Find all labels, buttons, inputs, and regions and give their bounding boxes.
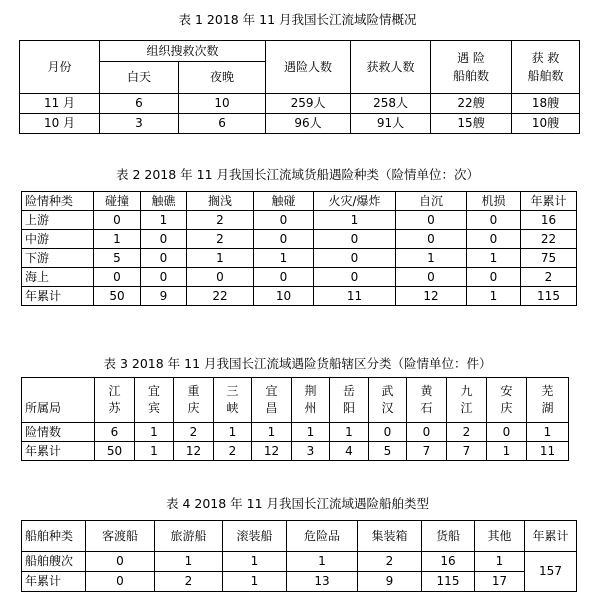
table-cell: 11 xyxy=(527,442,569,461)
header-cell: 危险品 xyxy=(287,521,358,552)
table-row xyxy=(22,268,577,287)
table-cell: 0 xyxy=(141,230,187,249)
table-cell: 11 xyxy=(314,287,396,306)
region-header: 宜 昌 xyxy=(252,378,292,423)
table-row xyxy=(20,94,580,114)
table-cell: 1 xyxy=(467,249,521,268)
row-label: 上游 xyxy=(22,211,94,230)
table-cell: 1 xyxy=(135,423,174,442)
table1 xyxy=(19,40,580,134)
table-cell: 1 xyxy=(254,249,314,268)
table-cell: 1 xyxy=(141,211,187,230)
header-cell: 船舶种类 xyxy=(22,521,86,552)
table-cell: 18艘 xyxy=(512,94,580,114)
table-cell: 1 xyxy=(223,572,287,592)
header-people-in-danger: 遇险人数 xyxy=(266,41,351,94)
header-search-count: 组织搜救次数 xyxy=(100,41,266,62)
table-header-row xyxy=(22,192,577,211)
table-cell: 1 xyxy=(314,211,396,230)
table-cell: 22 xyxy=(187,287,254,306)
table-cell: 0 xyxy=(94,211,141,230)
table-cell: 2 xyxy=(214,442,252,461)
header-cell: 搁浅 xyxy=(187,192,254,211)
table-cell: 0 xyxy=(254,211,314,230)
table-cell: 11 月 xyxy=(20,94,100,114)
table1-caption: 表 1 2018 年 11 月我国长江流域险情概况 xyxy=(178,12,417,27)
header-cell: 年累计 xyxy=(525,521,577,552)
header-cell: 年累计 xyxy=(521,192,577,211)
region-header: 九 江 xyxy=(447,378,487,423)
header-cell: 触碰 xyxy=(254,192,314,211)
header-cell: 旅游船 xyxy=(155,521,223,552)
table-cell: 75 xyxy=(521,249,577,268)
table-cell: 50 xyxy=(95,442,135,461)
table-row xyxy=(22,423,569,442)
region-header: 武 汉 xyxy=(369,378,407,423)
table-cell: 3 xyxy=(292,442,330,461)
row-label: 年累计 xyxy=(22,572,86,592)
table-cell: 3 xyxy=(100,114,179,134)
table-cell: 0 xyxy=(86,572,155,592)
region-header: 荆 州 xyxy=(292,378,330,423)
table-cell: 1 xyxy=(155,552,223,572)
header-ships-rescued: 获 救 船舶数 xyxy=(512,41,580,94)
table-cell: 0 xyxy=(254,268,314,287)
table-cell: 4 xyxy=(330,442,369,461)
table-cell: 2 xyxy=(174,423,214,442)
table-cell: 12 xyxy=(396,287,467,306)
table-cell: 0 xyxy=(141,249,187,268)
header-cell: 自沉 xyxy=(396,192,467,211)
region-header: 岳 阳 xyxy=(330,378,369,423)
table-row xyxy=(22,442,569,461)
table-cell: 10 xyxy=(179,94,266,114)
table3 xyxy=(21,377,569,461)
header-cell: 触礁 xyxy=(141,192,187,211)
table-cell: 16 xyxy=(521,211,577,230)
table-cell: 1 xyxy=(223,552,287,572)
table-cell: 0 xyxy=(187,268,254,287)
table-cell: 91人 xyxy=(351,114,431,134)
table-cell: 50 xyxy=(94,287,141,306)
table4 xyxy=(21,520,577,592)
table-cell: 0 xyxy=(467,268,521,287)
region-header: 三 峡 xyxy=(214,378,252,423)
table-cell: 7 xyxy=(407,442,447,461)
table-row xyxy=(22,230,577,249)
table-cell: 12 xyxy=(252,442,292,461)
row-label: 船舶艘次 xyxy=(22,552,86,572)
table-cell: 0 xyxy=(314,230,396,249)
table-cell: 1 xyxy=(487,442,527,461)
table-cell: 10 月 xyxy=(20,114,100,134)
table-cell: 1 xyxy=(214,423,252,442)
table-cell: 10 xyxy=(254,287,314,306)
table-cell: 1 xyxy=(396,249,467,268)
row-label: 年累计 xyxy=(22,442,95,461)
header-cell: 险情种类 xyxy=(22,192,94,211)
header-night: 夜晚 xyxy=(179,62,266,94)
table-cell: 0 xyxy=(396,230,467,249)
region-header: 安 庆 xyxy=(487,378,527,423)
table-cell: 2 xyxy=(187,211,254,230)
header-cell: 滚装船 xyxy=(223,521,287,552)
table-cell: 13 xyxy=(287,572,358,592)
table-cell: 2 xyxy=(187,230,254,249)
table-cell: 0 xyxy=(314,249,396,268)
table-cell: 0 xyxy=(94,268,141,287)
table-row xyxy=(22,211,577,230)
table-cell: 16 xyxy=(422,552,475,572)
table-cell: 1 xyxy=(330,423,369,442)
table-cell: 0 xyxy=(369,423,407,442)
table-cell: 7 xyxy=(447,442,487,461)
region-header: 黄 石 xyxy=(407,378,447,423)
table-cell: 0 xyxy=(86,552,155,572)
header-ships-in-danger: 遇 险 船舶数 xyxy=(431,41,512,94)
table4-caption: 表 4 2018 年 11 月我国长江流域遇险船舶类型 xyxy=(165,496,430,511)
table-row xyxy=(22,249,577,268)
table-cell: 1 xyxy=(527,423,569,442)
table-cell: 0 xyxy=(141,268,187,287)
table-cell: 1 xyxy=(292,423,330,442)
header-cell: 其他 xyxy=(475,521,525,552)
table-cell: 10艘 xyxy=(512,114,580,134)
row-label: 险情数 xyxy=(22,423,95,442)
table-cell: 1 xyxy=(135,442,174,461)
table2-caption: 表 2 2018 年 11 月我国长江流域货船遇险种类（险情单位：次） xyxy=(115,167,480,182)
table-cell: 0 xyxy=(407,423,447,442)
table-cell: 15艘 xyxy=(431,114,512,134)
header-cell: 货船 xyxy=(422,521,475,552)
table-cell: 258人 xyxy=(351,94,431,114)
header-cell: 机损 xyxy=(467,192,521,211)
table-cell: 96人 xyxy=(266,114,351,134)
table-cell: 6 xyxy=(95,423,135,442)
table-cell: 2 xyxy=(155,572,223,592)
table-cell: 0 xyxy=(487,423,527,442)
region-header: 重 庆 xyxy=(174,378,214,423)
row-label: 年累计 xyxy=(22,287,94,306)
header-bureau: 所属局 xyxy=(22,378,95,423)
table-row xyxy=(22,552,577,572)
table-cell: 1 xyxy=(187,249,254,268)
table-cell: 2 xyxy=(358,552,422,572)
table2 xyxy=(21,191,577,306)
row-label: 中游 xyxy=(22,230,94,249)
region-header: 芜 湖 xyxy=(527,378,569,423)
header-people-rescued: 获救人数 xyxy=(351,41,431,94)
row-label: 海上 xyxy=(22,268,94,287)
table-cell: 9 xyxy=(358,572,422,592)
table3-caption: 表 3 2018 年 11 月我国长江流域遇险货船辖区分类（险情单位：件） xyxy=(103,356,492,371)
table-cell: 2 xyxy=(447,423,487,442)
table-row xyxy=(20,114,580,134)
table-cell: 115 xyxy=(422,572,475,592)
table-cell: 6 xyxy=(100,94,179,114)
region-header: 江 苏 xyxy=(95,378,135,423)
table-row xyxy=(22,572,577,592)
row-label: 下游 xyxy=(22,249,94,268)
table-cell: 1 xyxy=(252,423,292,442)
header-cell: 火灾/爆炸 xyxy=(314,192,396,211)
table-cell: 0 xyxy=(396,268,467,287)
table-cell: 1 xyxy=(467,287,521,306)
header-cell: 碰撞 xyxy=(94,192,141,211)
table-header-row xyxy=(22,378,569,423)
table-cell: 22艘 xyxy=(431,94,512,114)
table-cell: 6 xyxy=(179,114,266,134)
total-cell: 157 xyxy=(525,552,577,592)
table-cell: 5 xyxy=(369,442,407,461)
header-cell: 客渡船 xyxy=(86,521,155,552)
table-cell: 0 xyxy=(467,230,521,249)
header-month: 月份 xyxy=(20,41,100,94)
table-cell: 9 xyxy=(141,287,187,306)
table-cell: 17 xyxy=(475,572,525,592)
table-cell: 0 xyxy=(467,211,521,230)
table-cell: 115 xyxy=(521,287,577,306)
table-cell: 0 xyxy=(396,211,467,230)
header-day: 白天 xyxy=(100,62,179,94)
table-cell: 5 xyxy=(94,249,141,268)
table-cell: 2 xyxy=(521,268,577,287)
region-header: 宜 宾 xyxy=(135,378,174,423)
table-cell: 1 xyxy=(287,552,358,572)
table-row xyxy=(22,287,577,306)
table-cell: 12 xyxy=(174,442,214,461)
header-cell: 集装箱 xyxy=(358,521,422,552)
table-cell: 22 xyxy=(521,230,577,249)
table-cell: 1 xyxy=(94,230,141,249)
table-header-row xyxy=(22,521,577,552)
table-cell: 0 xyxy=(314,268,396,287)
table-cell: 259人 xyxy=(266,94,351,114)
table-cell: 0 xyxy=(254,230,314,249)
table-cell: 1 xyxy=(475,552,525,572)
